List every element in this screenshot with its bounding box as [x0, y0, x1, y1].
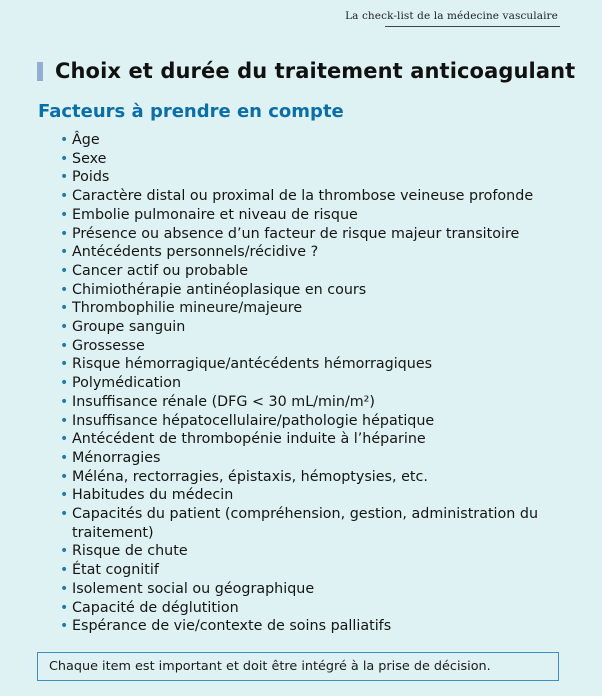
bullet-icon: • [60, 281, 69, 298]
factor-item [60, 281, 558, 300]
factor-text: Polymédication [72, 375, 182, 392]
factor-text: Capacités du patient (compréhension, gestion, administration du traitement) [72, 506, 539, 541]
factor-text: Isolement social ou géographique [72, 580, 315, 597]
callout-box [37, 652, 559, 681]
factor-text: Poids [72, 169, 110, 186]
factor-text: Présence ou absence d’un facteur de risque majeur transitoire [72, 225, 520, 242]
factor-item [60, 337, 558, 356]
factor-item [60, 542, 558, 561]
factor-text: Grossesse [72, 337, 145, 354]
factor-item [60, 262, 558, 281]
bullet-icon: • [60, 300, 69, 317]
factor-text: État cognitif [72, 562, 159, 579]
bullet-icon: • [60, 262, 69, 279]
header-rule [385, 26, 560, 27]
factor-item [60, 225, 558, 244]
factor-item [60, 505, 558, 542]
section-subtitle: Facteurs à prendre en compte [38, 101, 344, 122]
bullet-icon: • [60, 169, 69, 186]
factor-item [60, 412, 558, 431]
factor-item [60, 355, 558, 374]
factor-item [60, 374, 558, 393]
factor-item [60, 187, 558, 206]
factors-list [60, 131, 558, 636]
bullet-icon: • [60, 412, 69, 429]
bullet-icon: • [60, 449, 69, 466]
factor-text: Âge [72, 132, 100, 148]
bullet-icon: • [60, 337, 69, 354]
bullet-icon: • [60, 225, 69, 242]
factor-text: Risque de chute [72, 543, 188, 560]
factor-text: Insuffisance hépatocellulaire/pathologie hépatique [72, 412, 435, 429]
bullet-icon: • [60, 562, 69, 579]
factor-item [60, 393, 558, 412]
factor-text: Antécédent de thrombopénie induite à l’héparine [72, 431, 426, 448]
factor-text: Capacité de déglutition [72, 599, 239, 616]
bullet-icon: • [60, 468, 69, 485]
factor-item [60, 150, 558, 169]
factor-text: Habitudes du médecin [72, 487, 234, 504]
bullet-icon: • [60, 506, 69, 523]
factor-text: Chimiothérapie antinéoplasique en cours [72, 281, 367, 298]
factor-text: Caractère distal ou proximal de la thrombose veineuse profonde [72, 188, 534, 205]
factor-text: Antécédents personnels/récidive ? [72, 244, 319, 261]
title-marker [37, 62, 43, 81]
section-title-wrap [37, 59, 575, 83]
factor-item [60, 486, 558, 505]
page-header [0, 0, 602, 34]
factor-item [60, 430, 558, 449]
factor-item [60, 468, 558, 487]
bullet-icon: • [60, 188, 69, 205]
callout-text: Chaque item est important et doit être intégré à la prise de décision. [49, 659, 491, 674]
factor-text: Risque hémorragique/antécédents hémorragiques [72, 356, 433, 373]
factor-item [60, 243, 558, 262]
factor-text: Sexe [72, 150, 107, 167]
factor-text: Cancer actif ou probable [72, 262, 249, 279]
factor-text: Méléna, rectorragies, épistaxis, hémoptysies, etc. [72, 468, 428, 485]
factor-text: Groupe sanguin [72, 319, 186, 336]
factor-text: Espérance de vie/contexte de soins palliatifs [72, 618, 392, 635]
running-header: La check-list de la médecine vasculaire [345, 10, 558, 22]
factor-item [60, 206, 558, 225]
factor-text: Embolie pulmonaire et niveau de risque [72, 206, 358, 223]
factor-item [60, 599, 558, 618]
factor-text: Insuffisance rénale (DFG < 30 mL/min/m²) [72, 393, 375, 410]
bullet-icon: • [60, 431, 69, 448]
factor-item [60, 449, 558, 468]
bullet-icon: • [60, 356, 69, 373]
factor-text: Ménorragies [72, 449, 161, 466]
bullet-icon: • [60, 580, 69, 597]
factor-item [60, 299, 558, 318]
factor-item [60, 168, 558, 187]
bullet-icon: • [60, 132, 69, 148]
factor-item [60, 318, 558, 337]
bullet-icon: • [60, 206, 69, 223]
bullet-icon: • [60, 599, 69, 616]
bullet-icon: • [60, 319, 69, 336]
factor-text: Thrombophilie mineure/majeure [72, 300, 303, 317]
bullet-icon: • [60, 150, 69, 167]
bullet-icon: • [60, 543, 69, 560]
factor-item [60, 131, 558, 150]
section-title: Choix et durée du traitement anticoagulant [55, 59, 576, 83]
bullet-icon: • [60, 375, 69, 392]
bullet-icon: • [60, 618, 69, 635]
factor-item [60, 561, 558, 580]
factor-item [60, 580, 558, 599]
factor-item [60, 617, 558, 636]
bullet-icon: • [60, 244, 69, 261]
bullet-icon: • [60, 393, 69, 410]
bullet-icon: • [60, 487, 69, 504]
